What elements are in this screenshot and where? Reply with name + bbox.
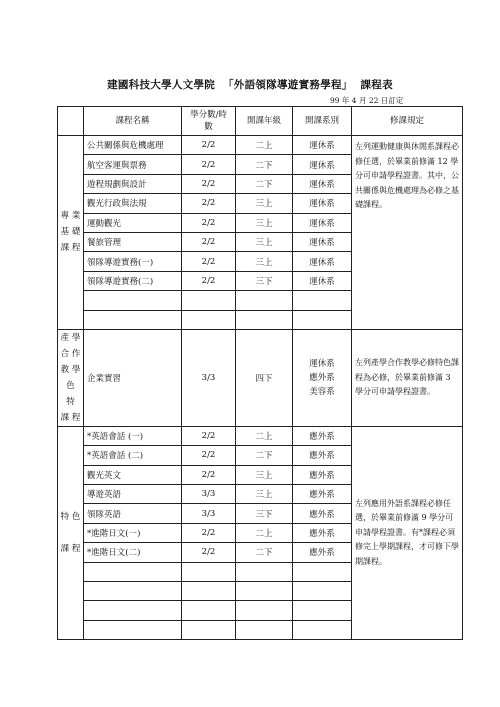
header-blank [58, 107, 84, 136]
rule-note-coop: 左列產學合作教學必修特色課程為必修，於畢業前修滿 3 學分可申請學程證書。 [352, 329, 463, 426]
course-name: 遊程規劃與設計 [84, 174, 182, 193]
course-name: 公共關係與危機處理 [84, 136, 182, 155]
course-dept: 運休系 [293, 136, 352, 155]
table-row [58, 136, 463, 155]
table-header-row [58, 107, 463, 136]
course-credits: 2/2 [182, 426, 236, 445]
table-row [58, 426, 463, 445]
course-credits: 2/2 [182, 446, 236, 465]
course-dept: 應外系 [293, 504, 352, 523]
course-credits: 2/2 [182, 136, 236, 155]
course-year: 三上 [236, 465, 293, 484]
course-credits: 2/2 [182, 271, 236, 290]
course-table [57, 106, 463, 640]
course-name: 企業實習 [84, 329, 182, 426]
course-credits: 3/3 [182, 329, 236, 426]
course-dept: 運休系 [293, 232, 352, 251]
course-name: *進階日文(二) [84, 543, 182, 562]
course-year: 三上 [236, 194, 293, 213]
course-dept: 運休系 [293, 194, 352, 213]
group-label-basic: 專 業 基 礎 課 程 [58, 136, 84, 330]
coop-section [58, 329, 463, 426]
course-credits: 2/2 [182, 252, 236, 271]
course-dept: 應外系 [293, 465, 352, 484]
course-dept: 運休系 [293, 252, 352, 271]
course-name: 導遊英語 [84, 485, 182, 504]
table-row [58, 329, 463, 426]
course-year: 二下 [236, 174, 293, 193]
course-dept: 應外系 [293, 523, 352, 542]
course-dept: 運休系 [293, 271, 352, 290]
course-dept: 運休系 [293, 213, 352, 232]
course-dept: 應外系 [293, 543, 352, 562]
header-credits: 學分數/時 數 [182, 107, 236, 136]
course-name: 領隊導遊實務(二) [84, 271, 182, 290]
course-name: 領隊導遊實務(一) [84, 252, 182, 271]
header-course-name: 課程名稱 [84, 107, 182, 136]
course-credits: 2/2 [182, 523, 236, 542]
course-year: 二下 [236, 446, 293, 465]
group-label-special: 特 色 課 程 [58, 426, 84, 639]
course-dept: 應外系 [293, 426, 352, 445]
course-year: 三上 [236, 485, 293, 504]
course-name: 運動觀光 [84, 213, 182, 232]
course-dept: 運休系 [293, 155, 352, 174]
course-credits: 3/3 [182, 485, 236, 504]
course-dept: 運休系 應外系 美容系 [293, 329, 352, 426]
course-year: 三下 [236, 271, 293, 290]
course-credits: 2/2 [182, 174, 236, 193]
rule-note-special: 左列應用外語系課程必修任選，於畢業前修滿 9 學分可申請學程證書。有*課程必須修完上學期課程，才可修下學期課程。 [352, 426, 463, 639]
course-credits: 2/2 [182, 232, 236, 251]
special-section [58, 426, 463, 639]
basic-section [58, 136, 463, 330]
course-dept: 應外系 [293, 446, 352, 465]
course-year: 二上 [236, 136, 293, 155]
course-year: 二下 [236, 543, 293, 562]
course-name: 航空客運與票務 [84, 155, 182, 174]
course-year: 三上 [236, 252, 293, 271]
course-year: 三上 [236, 213, 293, 232]
course-year: 三下 [236, 504, 293, 523]
course-year: 三上 [236, 232, 293, 251]
course-year: 二上 [236, 523, 293, 542]
course-credits: 2/2 [182, 213, 236, 232]
course-name: *進階日文(一) [84, 523, 182, 542]
course-name: *英語會話 (二) [84, 446, 182, 465]
course-year: 四下 [236, 329, 293, 426]
course-name: 領隊英語 [84, 504, 182, 523]
revision-date: 99 年 4 月 22 日訂定 [330, 96, 404, 105]
course-dept: 運休系 [293, 174, 352, 193]
course-credits: 3/3 [182, 504, 236, 523]
header-year: 開課年級 [236, 107, 293, 136]
course-name: *英語會話 (一) [84, 426, 182, 445]
course-year: 二下 [236, 155, 293, 174]
document-title: 建國科技大學人文學院 「外語領隊導遊實務學程」 課程表 [107, 79, 393, 91]
course-credits: 2/2 [182, 465, 236, 484]
course-credits: 2/2 [182, 194, 236, 213]
course-name: 觀光英文 [84, 465, 182, 484]
header-dept: 開課系別 [293, 107, 352, 136]
course-credits: 2/2 [182, 155, 236, 174]
header-rule: 修課規定 [352, 107, 463, 136]
group-label-coop: 產 學 合 作 教 學 色 特 課 程 [58, 329, 84, 426]
course-dept: 應外系 [293, 485, 352, 504]
course-credits: 2/2 [182, 543, 236, 562]
course-name: 餐旅管理 [84, 232, 182, 251]
course-name: 觀光行政與法規 [84, 194, 182, 213]
course-year: 二上 [236, 426, 293, 445]
rule-note-basic: 左列運動健康與休閒系課程必修任選，於畢業前修滿 12 學分可申請學程證書。其中，公共關係與危機處理為必修之基礎課程。 [352, 136, 463, 330]
